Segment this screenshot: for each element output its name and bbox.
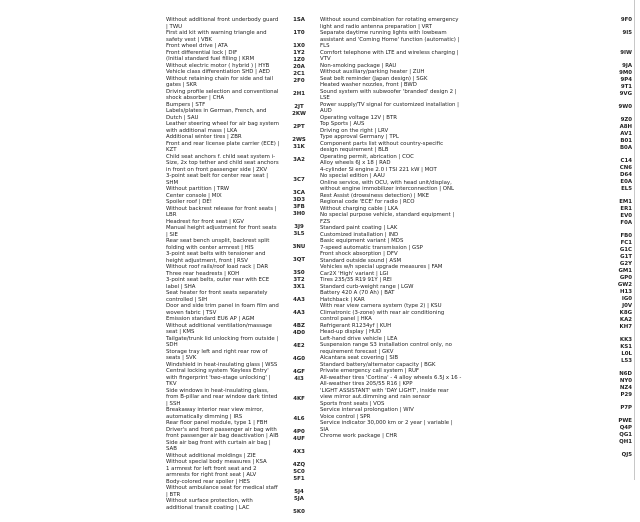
equipment-description: Storage tray left and right rear row of seats | SVK [166, 348, 268, 361]
equipment-description: 'LIGHT ASSISTANT' with 'DAY LIGHT', inside rear view mirror aut.dimming and rain sensor [320, 387, 449, 400]
option-code: 4UF [293, 436, 305, 442]
option-code: E0A [620, 179, 632, 185]
option-code: QG1 [619, 432, 632, 438]
option-code: B0A [619, 145, 632, 151]
equipment-description: Seat belt reminder (Japan design) | SGK [320, 75, 428, 82]
option-code: 4BZ [293, 323, 305, 329]
equipment-description: Service indicator 30,000 km or 2 year | variable | SIA [320, 420, 453, 433]
right-code-column [603, 17, 634, 459]
equipment-description: Leather steering wheel for air bag system with additional mass | LKA [166, 121, 280, 134]
option-code: KK3 [619, 337, 632, 343]
equipment-description: Standard battery/alternator capacity | BGK [320, 361, 436, 368]
equipment-description: Private emergency call system | RUF [320, 368, 420, 374]
equipment-description: Rest Assist (drowsiness detection) | MKE [320, 192, 429, 199]
option-code: 3L5 [293, 231, 305, 237]
option-code: D64 [620, 172, 632, 178]
equipment-description: Head-up display | HUD [320, 329, 382, 335]
equipment-description: Customized installation | IND [320, 231, 399, 238]
equipment-description: Child seat anchors f. child seat system i-Size, 2x top tether and child seat anchors in front on front passenger side | ZKV [166, 153, 279, 173]
equipment-description: Without ambulance seat for medical staff | BTR [166, 485, 278, 498]
option-code: 9IW [620, 50, 632, 56]
option-code: H13 [619, 289, 632, 295]
option-code: 2WS [292, 137, 306, 143]
option-code: GP0 [619, 275, 632, 281]
option-code: 31K [293, 144, 305, 150]
equipment-description: Sound system with subwoofer 'branded' design 2 | LSE [320, 88, 457, 101]
equipment-description: Battery 420 A (70 Ah) | BAT [320, 290, 395, 296]
option-code: EL5 [621, 186, 632, 192]
equipment-description: Seat heater for front seats separately controlled | SIH [166, 290, 268, 303]
option-code: 4G0 [293, 356, 305, 362]
option-code: 3A2 [293, 157, 305, 163]
option-code: 5K0 [293, 509, 305, 515]
equipment-description: Three rear headrests | KOH [166, 270, 240, 277]
equipment-description: Standard curb-weight range | LGW [320, 283, 414, 290]
option-code: GW2 [617, 282, 632, 288]
equipment-description: Rear seat bench unsplit, backrest split folding with center armrest | HIS [166, 238, 270, 251]
option-code: 9P4 [620, 77, 632, 83]
equipment-description: Driving on the right | LRV [320, 127, 389, 134]
option-code: 1X0 [293, 43, 305, 49]
equipment-description: Hatchback | KAR [320, 296, 365, 303]
option-code: KH7 [619, 324, 632, 330]
equipment-description: Side air bag front with curtain air bag | SAB [166, 439, 271, 452]
equipment-description: 1 armrest for left front seat and 2 armrests for right front seat | ALV [166, 465, 257, 478]
equipment-description: Non-smoking package | RAU [320, 62, 397, 69]
option-code: 4A3 [293, 297, 305, 303]
option-code: A8H [619, 124, 632, 130]
option-code: 20A [293, 64, 305, 70]
option-code: AV1 [620, 131, 632, 137]
equipment-description: Bumpers | STF [166, 101, 206, 108]
option-code: 4KF [293, 396, 305, 402]
option-code: C14 [620, 158, 632, 164]
equipment-description: All-weather tires 'Cortina' - 4 alloy wheels 6.5J x 16 - All-weather tires 205/55 R16 | KPP [320, 374, 462, 387]
option-code: 3J9 [294, 224, 304, 230]
option-code: P29 [620, 392, 632, 398]
right-description-column [320, 17, 462, 440]
option-code: 4A3 [293, 310, 305, 316]
option-code: Q4P [619, 425, 632, 431]
left-description-column [166, 17, 280, 511]
option-code: 3H0 [292, 211, 305, 217]
equipment-description: No special purpose vehicle, standard equipment | FZS [320, 212, 455, 225]
equipment-description: Suspension range S3 installation control only, no requirement forecast | GKV [320, 342, 452, 355]
equipment-description: Tires 235/35 R19 91Y | REI [320, 277, 392, 283]
equipment-description: Operating voltage 12V | BTR [320, 114, 398, 121]
equipment-description: Without auxiliary/parking heater | ZUH [320, 69, 425, 75]
equipment-description: Central locking system 'Keyless Entry' with fingerprint 'two-stage unlocking' | TKV [166, 368, 271, 387]
option-code: 9F0 [620, 17, 632, 23]
option-code: KA2 [619, 317, 632, 323]
equipment-description: Chrome work package | CHR [320, 433, 398, 439]
option-code: 1SA [293, 17, 305, 23]
equipment-description: Front differential lock | DIF [166, 49, 238, 56]
equipment-description: No special edition | AAU [320, 173, 385, 179]
equipment-description: Breakaway interior rear view mirror, automatically dimming | IRS [166, 407, 264, 420]
equipment-description: Standard paint coating | LAK [320, 225, 398, 231]
option-code: ER1 [620, 206, 632, 212]
equipment-description: Top Sports | AUS [320, 121, 365, 127]
equipment-description: Without additional front underbody guard | TWU [166, 17, 279, 30]
equipment-description: 3-point seat belts with tensioner and height adjustment, front | RSV [166, 251, 266, 264]
equipment-description: 3-point seat belts, outer rear with ECE label | SHA [166, 277, 270, 290]
option-code: G1T [620, 254, 632, 260]
option-code: KS1 [620, 344, 632, 350]
option-code: FB0 [620, 233, 632, 239]
option-code: 3FB [293, 204, 305, 210]
equipment-description: Without partition | TRW [166, 186, 230, 192]
option-code: J0V [622, 303, 632, 309]
equipment-description: Emission standard EU6 AP | AGM [166, 316, 255, 322]
equipment-description: Comfort telephone with LTE and wireless charging | VTV [320, 49, 459, 62]
equipment-description: Without backrest release for front seats | LBR [166, 205, 277, 218]
option-code: 4GF [293, 369, 305, 375]
equipment-description: Power supply/TV signal for customized installation | AUD [320, 101, 459, 114]
option-code: 9I5 [622, 30, 632, 36]
option-code: G2Y [619, 261, 632, 267]
option-code: FC1 [620, 240, 632, 246]
equipment-description: Without roof rails/roof load rack | DAR [166, 264, 269, 270]
equipment-description: 4-cylinder SI engine 2.0 l TSI 221 kW | MOT [320, 166, 437, 173]
option-code: 1T0 [293, 30, 305, 36]
equipment-description: Manual height adjustment for front seats | SIE [166, 225, 277, 238]
option-code: 3T2 [293, 277, 305, 283]
equipment-description: Without sound combination for rotating emergency light and radio antenna preparation | VRT [320, 17, 459, 30]
option-code: 3CA [293, 190, 305, 196]
equipment-description: Type approval Germany | TPL [320, 134, 399, 140]
equipment-description: Without charging cable | LKA [320, 205, 398, 212]
equipment-description: Body-colored rear spoiler | HES [166, 478, 250, 485]
equipment-description: Labels/plates in German, French, and Dutch | SAU [166, 108, 267, 121]
equipment-description: Regional code 'ECE' for radio | RCO [320, 199, 415, 205]
option-code: 5F1 [293, 476, 305, 482]
option-code: IG0 [621, 296, 632, 302]
equipment-description: Climatronic (3-zone) with rear air conditioning control panel | HKA [320, 309, 445, 322]
equipment-description: Without surface protection, with additional transit coating | LAC [166, 498, 253, 511]
option-code: 2F0 [293, 78, 305, 84]
equipment-description: Alcantara seat covering | SIB [320, 355, 399, 361]
option-code: 1Y2 [293, 50, 305, 56]
option-code: 4X3 [293, 449, 305, 455]
option-code: G1C [619, 247, 632, 253]
equipment-description: Driving profile selection and conventional shock absorber | CHA [166, 88, 279, 101]
option-code: 3D3 [293, 197, 305, 203]
equipment-description: Center console | MIX [166, 192, 222, 199]
equipment-description: Left-hand drive vehicle | LEA [320, 335, 398, 342]
option-code: 3X1 [293, 284, 305, 290]
option-code: 3QT [292, 257, 305, 263]
option-code: 2JT [294, 104, 304, 110]
option-code: EM1 [619, 199, 632, 205]
option-code: NZ4 [619, 385, 632, 391]
equipment-description: Front wheel drive | ATA [166, 43, 228, 49]
option-code: 9W0 [618, 104, 632, 110]
option-code: PWE [618, 418, 632, 424]
option-code: 1Z0 [293, 57, 305, 63]
option-code: 2PT [293, 124, 305, 130]
option-code: F0A [620, 220, 632, 226]
equipment-description: First aid kit with warning triangle and safety vest | VBK [166, 30, 267, 43]
equipment-description: Rear floor panel module, type 1 | FBH [166, 420, 268, 426]
equipment-description: Front shock absorption | DFV [320, 251, 398, 257]
page-edge-divider [634, 0, 635, 480]
option-code: 3S0 [293, 270, 305, 276]
option-code: 4P0 [293, 429, 305, 435]
equipment-description: Vehicles w/h special upgrade measures | FAM [320, 264, 443, 270]
option-code: CN6 [619, 165, 632, 171]
option-code: GM1 [618, 268, 632, 274]
option-code: 9T1 [620, 84, 632, 90]
option-code: 9M0 [619, 70, 632, 76]
equipment-description: Without electric motor ( hybrid ) | HYB [166, 62, 270, 69]
option-code: EV0 [620, 213, 632, 219]
option-code: N6D [619, 371, 632, 377]
equipment-description: Without retaining chain for side and tail gates | SKR [166, 75, 274, 88]
equipment-description: Front and rear license plate carrier (ECE) | KZT [166, 140, 280, 153]
equipment-description: Vehicle class differentiation SHD | AED [166, 69, 270, 75]
option-code: 4D0 [293, 330, 305, 336]
equipment-description: Without special body measures | KSA [166, 459, 267, 465]
equipment-description: Component parts list without country-specific design requirement | BLB [320, 140, 444, 153]
equipment-description: Sports front seats | VOS [320, 400, 385, 407]
equipment-description: Voice control | SPR [320, 413, 371, 420]
option-code: 9Z0 [620, 117, 632, 123]
option-code: K8G [619, 310, 632, 316]
equipment-description: Refrigerant R1234yf | KUH [320, 322, 392, 329]
equipment-description: Service interval prolongation | WIV [320, 407, 414, 413]
option-code: 2KW [292, 111, 306, 117]
equipment-description: Car2X 'High' variant | LGI [320, 270, 389, 277]
option-code: NY0 [619, 378, 632, 384]
equipment-description: Door and side trim panel in foam film and woven fabric | TSV [166, 303, 279, 316]
equipment-description: 3-point seat belt for center rear seat | SHM [166, 173, 269, 186]
equipment-description: (Initial standard fuel filling | KRM [166, 56, 255, 62]
equipment-description: Without additional moldings | ZIE [166, 452, 256, 459]
option-code: 3C7 [293, 177, 305, 183]
option-code: 4L6 [293, 416, 305, 422]
equipment-description: 7-speed automatic transmission | GSP [320, 244, 423, 251]
equipment-description: Alloy wheels 6J x 18 | RAD [320, 160, 391, 166]
option-code: QH1 [619, 439, 632, 445]
option-code: L0L [621, 351, 632, 357]
equipment-description: Spoiler roof | DE! [166, 199, 212, 205]
option-code: 3NU [292, 244, 306, 250]
option-code: 4E2 [293, 343, 305, 349]
equipment-description: Tailgate/trunk lid unlocking from outside | SDH [166, 335, 279, 348]
option-code: P7P [620, 405, 632, 411]
equipment-description: Driver's and front passenger air bag with front passenger air bag deactivation | AIB [166, 426, 279, 439]
equipment-description: Without additional ventilation/massage seat | KMS [166, 322, 272, 335]
option-code: 2C1 [293, 71, 305, 77]
left-code-column [283, 17, 315, 522]
option-code: 5J4 [294, 489, 304, 495]
option-code: 4ZQ [292, 462, 306, 468]
option-code: 9VG [619, 91, 632, 97]
option-code: 4I3 [294, 376, 304, 382]
equipment-description: Separate daytime running lights with lowbeam assistant and 'Coming Home' function (automatic) | FLS [320, 30, 460, 49]
equipment-description: Online service, with OCU, with head unit/display, without engine immobilizer interconnection | ONL [320, 179, 455, 192]
equipment-description: Side windows in heat-insulating glass, from B-pillar and rear window dark tinted | SSH [166, 387, 278, 407]
equipment-description: Heated washer nozzles, front | BWD [320, 82, 417, 88]
option-code: 2H1 [292, 91, 305, 97]
equipment-description: Headrest for front seat | KGV [166, 218, 244, 225]
equipment-description: With rear view camera system (type 2) | KSU [320, 303, 442, 309]
equipment-description: Basic equipment variant | MDS [320, 238, 404, 244]
equipment-description: Windshield in heat-insulating glass | WSS [166, 361, 278, 368]
equipment-description: Operating permit, abrication | COC [320, 153, 414, 160]
equipment-description: Additional winter tires | ZBR [166, 134, 242, 140]
option-code: L53 [621, 358, 632, 364]
option-code: 5JA [294, 496, 304, 502]
option-code: 9JA [622, 63, 632, 69]
equipment-description: Standard outside sound | ASM [320, 257, 402, 264]
option-code: QJ5 [621, 452, 632, 458]
option-code: B01 [620, 138, 632, 144]
option-code: 5C0 [293, 469, 305, 475]
